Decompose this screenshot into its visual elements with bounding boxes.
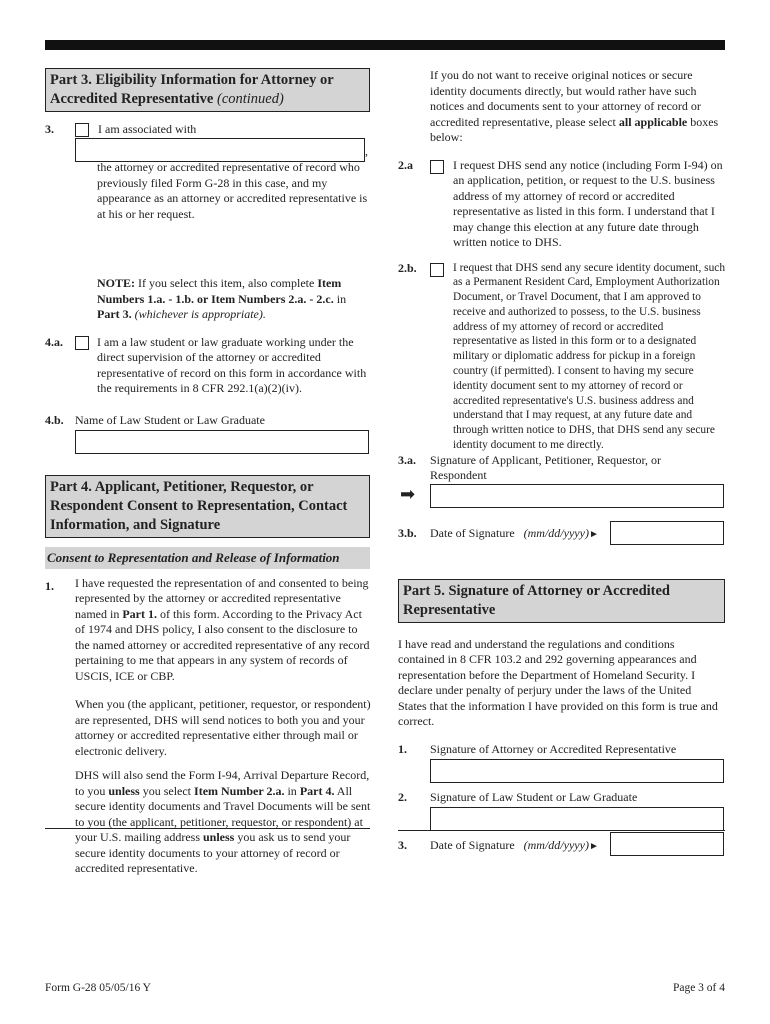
item-3-label: I am associated with: [98, 122, 197, 136]
item-4b-label: Name of Law Student or Law Graduate: [75, 412, 265, 427]
p3-b: unless: [108, 783, 140, 798]
item-2b-checkbox[interactable]: [430, 263, 444, 277]
part3-header-continued: (continued): [216, 91, 284, 107]
part3-header: [45, 68, 370, 112]
item-3b: [398, 525, 725, 583]
note-bold-1: Item Numbers 1.a. - 1.b. or Item Numbers 2.a. - 2.c.: [97, 276, 342, 306]
intro-b: all applicable: [618, 114, 688, 129]
item-2b: [398, 261, 725, 453]
date-format: (mm/dd/yyyy): [523, 525, 589, 540]
item-2a-checkbox[interactable]: [430, 160, 444, 174]
note-label: NOTE:: [97, 276, 136, 290]
p3-g: All secure identity documents and Travel Documents will be sent to you (the applicant, petitioner, requestor, or respondent) at your U.S. mailing address: [75, 783, 371, 844]
p3-i: you ask us to send your secure identity documents to your attorney of record or accredited representative.: [75, 830, 351, 875]
date-label: Date of Signature: [430, 525, 515, 540]
right-column: [398, 68, 725, 868]
note-text-1: If you select this item, also complete: [135, 276, 318, 290]
p5-item-2-number: 2.: [398, 789, 407, 804]
item-2a: [398, 158, 725, 254]
law-student-name-field[interactable]: [75, 430, 369, 454]
applicant-date-field[interactable]: [610, 521, 724, 545]
item-4b: [45, 413, 370, 457]
left-column: [45, 68, 370, 877]
part5-declaration: I have read and understand the regulations and conditions contained in 8 CFR 103.2 and 292 governing appearances and representation before the Department of Homeland Security. I declare under penalty of perjury under the laws of the United States that the information I have provided on this form is true and correct.: [398, 636, 718, 728]
item-4a: [45, 335, 370, 401]
item-3-text: the attorney or accredited representative of record who previously filed Form G-28 in this case, and my appearance as an attorney or accredited representative is at his or her request.: [97, 160, 368, 221]
note-bold-2: Part 3.: [97, 307, 132, 321]
law-student-signature-field[interactable]: [430, 807, 724, 831]
p5-item-1-label: Signature of Attorney or Accredited Representative: [430, 741, 677, 756]
p5-item-1: [398, 742, 725, 790]
left-bottom-rule: [45, 828, 370, 829]
part4-header: Part 4. Applicant, Petitioner, Requestor, or Respondent Consent to Representation, Contact Information, and Signature: [45, 475, 370, 538]
p3-c: you select: [139, 783, 195, 798]
note-text-2: in: [333, 291, 347, 306]
item-3b-number: 3.b.: [398, 525, 417, 540]
associated-with-field[interactable]: [75, 138, 365, 162]
item-3-checkbox[interactable]: [75, 123, 89, 137]
triangle-right-icon: ►: [588, 840, 599, 852]
top-rule: [45, 40, 725, 50]
item-4a-text: I am a law student or law graduate working under the direct supervision of the attorney or accredited representative of record on this form in accordance with the requirements in 8 CFR 292.1(a)(2)(iv).: [97, 334, 367, 395]
p3-a: DHS will also send the Form I-94, Arrival Departure Record, to you: [75, 768, 370, 798]
p3-h: unless: [203, 830, 235, 844]
p3-f: Part 4.: [299, 783, 335, 798]
p1-b: Part 1.: [122, 606, 157, 621]
item-3a-label: Signature of Applicant, Petitioner, Requestor, or Respondent: [430, 452, 661, 482]
page-number: Page 3 of 4: [672, 982, 725, 994]
attorney-signature-field[interactable]: [430, 759, 724, 783]
triangle-right-icon: ►: [588, 528, 599, 540]
p5-item-3: [398, 838, 725, 868]
note: [97, 276, 369, 323]
note-italic: (whichever is appropriate).: [131, 307, 266, 321]
item-3-number: 3.: [45, 122, 54, 136]
item-4b-number: 4.b.: [45, 412, 64, 427]
item-2b-text: I request that DHS send any secure identity document, such as a Permanent Resident Card, Employment Authorization Document, or Travel Document, that I am approved to receive and authorized to possess, to the U.S. business address of my attorney of record or accredited representative as listed in this form or to a designated military or diplomatic address for pickup in a foreign country (if permitted). I consent to having my secure identity document sent to my attorney of record or accredited representative's U.S. business address and understand that I may request, at any future date and through written notice to DHS, that DHS send any secure identity document to me directly.: [453, 261, 726, 452]
item-2a-text: I request DHS send any notice (including Form I-94) on an application, petition, or request to the U.S. business address of my attorney of record or accredited representative as listed in this form. I understand that I may change this election at any future date through written notice to DHS.: [453, 157, 723, 249]
p5-item-1-number: 1.: [398, 741, 407, 756]
p3-d: Item Number 2.a.: [194, 783, 285, 798]
p5-date-label: Date of Signature: [430, 837, 515, 852]
intro-a: If you do not want to receive original notices or secure identity documents directly, but would rather have such notices and documents sent to your attorney of record or accredited representative, please select: [430, 68, 701, 129]
item-p4-1: [45, 576, 370, 877]
item-2b-number: 2.b.: [398, 260, 417, 275]
comma: ,: [365, 144, 368, 158]
p5-date-format: (mm/dd/yyyy): [523, 837, 589, 852]
sign-here-arrow-icon: ➡: [400, 483, 416, 504]
p5-item-3-number: 3.: [398, 837, 407, 852]
p4-item-1-number: 1.: [45, 578, 54, 593]
item-3b-label: [430, 526, 599, 543]
consent-subheader: Consent to Representation and Release of Information: [45, 547, 370, 569]
item-2a-number: 2.a: [398, 157, 413, 172]
part3-header-text: Part 3. Eligibility Information for Attorney or Accredited Representative: [50, 72, 334, 107]
item-4a-number: 4.a.: [45, 334, 63, 349]
consent-paragraph-1: [75, 576, 371, 685]
p5-item-2-label: Signature of Law Student or Law Graduate: [430, 789, 638, 804]
item-3: [45, 122, 370, 270]
part5-header: Part 5. Signature of Attorney or Accredited Representative: [398, 579, 725, 623]
p1-a: I have requested the representation of and consented to being represented by the attorney or accredited representative named in: [75, 575, 369, 621]
item-3a-number: 3.a.: [398, 452, 416, 467]
right-bottom-rule: [398, 830, 725, 831]
notice-intro: [430, 68, 724, 146]
form-id: Form G-28 05/05/16 Y: [45, 982, 151, 994]
p3-e: in: [284, 783, 300, 798]
consent-paragraph-3: [75, 768, 371, 877]
attorney-date-field[interactable]: [610, 832, 724, 856]
p5-item-3-label: [430, 838, 599, 855]
applicant-signature-field[interactable]: [430, 484, 724, 508]
item-4a-checkbox[interactable]: [75, 336, 89, 350]
intro-c: boxes below:: [430, 114, 719, 144]
p1-c: of this form. According to the Privacy Act of 1974 and DHS policy, I also consent to the disclosure to the named attorney or accredited representative of any record pertaining to me that appears in any system of records of USCIS, ICE or CBP.: [75, 606, 370, 683]
consent-paragraph-2: When you (the applicant, petitioner, requestor, or respondent) are represented, DHS will send notices to both you and your attorney or accredited representative either through mail or electronic delivery.: [75, 697, 371, 758]
